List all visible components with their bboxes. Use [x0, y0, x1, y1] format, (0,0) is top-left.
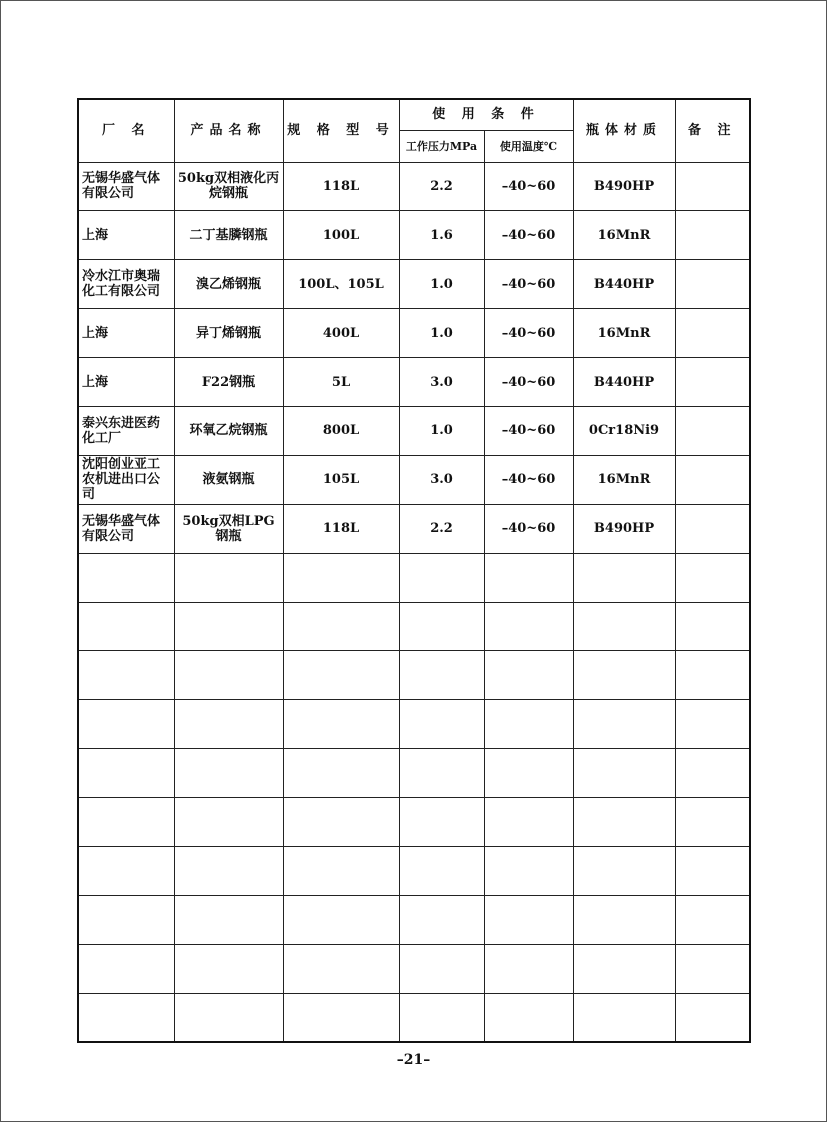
- cell-spec: [283, 798, 399, 847]
- cell-remarks: [675, 895, 750, 944]
- table-row: [78, 455, 750, 504]
- cell-factory: [78, 651, 174, 700]
- table-row: [78, 260, 750, 309]
- cell-factory: [78, 553, 174, 602]
- cell-temperature: [484, 944, 573, 993]
- table-row: [78, 846, 750, 895]
- cell-material: 0Cr18Ni9: [573, 406, 675, 455]
- cell-material: [573, 993, 675, 1042]
- cell-remarks: [675, 260, 750, 309]
- cell-pressure: 2.2: [399, 162, 484, 211]
- cell-remarks: [675, 944, 750, 993]
- cell-remarks: [675, 406, 750, 455]
- cell-pressure: 1.6: [399, 211, 484, 260]
- cell-spec: 105L: [283, 455, 399, 504]
- cell-pressure: [399, 895, 484, 944]
- cell-material: B440HP: [573, 358, 675, 407]
- cell-spec: 800L: [283, 406, 399, 455]
- cell-material: 16MnR: [573, 211, 675, 260]
- cell-product: 环氧乙烷钢瓶: [174, 406, 283, 455]
- cell-product: [174, 651, 283, 700]
- cell-factory: [78, 944, 174, 993]
- cell-temperature: –40~60: [484, 162, 573, 211]
- table-row: [78, 749, 750, 798]
- cell-spec: [283, 993, 399, 1042]
- table-row: [78, 309, 750, 358]
- cell-product: [174, 895, 283, 944]
- cell-spec: 118L: [283, 504, 399, 553]
- cell-factory: 无锡华盛气体有限公司: [78, 504, 174, 553]
- header-material: 瓶体材质: [573, 99, 675, 162]
- cell-pressure: 2.2: [399, 504, 484, 553]
- cell-temperature: [484, 749, 573, 798]
- cell-temperature: [484, 993, 573, 1042]
- cell-material: [573, 553, 675, 602]
- cell-spec: 118L: [283, 162, 399, 211]
- table-body: [78, 162, 750, 1042]
- cell-temperature: –40~60: [484, 504, 573, 553]
- cell-remarks: [675, 309, 750, 358]
- table-row: [78, 211, 750, 260]
- cell-remarks: [675, 358, 750, 407]
- cell-remarks: [675, 553, 750, 602]
- cell-remarks: [675, 651, 750, 700]
- cell-factory: [78, 993, 174, 1042]
- cell-product: [174, 553, 283, 602]
- header-product: 产品名称: [174, 99, 283, 162]
- cell-factory: [78, 798, 174, 847]
- table-row: [78, 162, 750, 211]
- cell-pressure: [399, 602, 484, 651]
- cell-product: 二丁基膦钢瓶: [174, 211, 283, 260]
- cell-material: [573, 651, 675, 700]
- cell-product: F22钢瓶: [174, 358, 283, 407]
- cell-material: [573, 846, 675, 895]
- cell-material: B490HP: [573, 162, 675, 211]
- table-row: [78, 504, 750, 553]
- cell-pressure: [399, 700, 484, 749]
- cell-pressure: [399, 553, 484, 602]
- cell-factory: 上海: [78, 358, 174, 407]
- cell-product: [174, 749, 283, 798]
- cell-pressure: [399, 651, 484, 700]
- cell-temperature: –40~60: [484, 211, 573, 260]
- cell-pressure: 1.0: [399, 406, 484, 455]
- cell-remarks: [675, 455, 750, 504]
- cell-temperature: –40~60: [484, 260, 573, 309]
- cell-product: 异丁烯钢瓶: [174, 309, 283, 358]
- table-row: [78, 895, 750, 944]
- cylinder-table: [77, 98, 751, 1043]
- cell-remarks: [675, 993, 750, 1042]
- cell-remarks: [675, 211, 750, 260]
- cell-remarks: [675, 700, 750, 749]
- cell-spec: 100L、105L: [283, 260, 399, 309]
- cell-factory: [78, 846, 174, 895]
- cell-material: 16MnR: [573, 455, 675, 504]
- header-conditions: 使 用 条 件: [399, 99, 573, 130]
- cell-product: [174, 846, 283, 895]
- header-remarks: 备 注: [675, 99, 750, 162]
- cell-product: 50kg双相液化丙烷钢瓶: [174, 162, 283, 211]
- table-row: [78, 651, 750, 700]
- cell-temperature: –40~60: [484, 358, 573, 407]
- cell-material: [573, 749, 675, 798]
- cell-spec: 400L: [283, 309, 399, 358]
- cell-factory: [78, 749, 174, 798]
- cell-temperature: –40~60: [484, 406, 573, 455]
- cell-factory: 泰兴东进医药化工厂: [78, 406, 174, 455]
- cell-product: [174, 944, 283, 993]
- cell-temperature: [484, 846, 573, 895]
- table-row: [78, 700, 750, 749]
- cell-remarks: [675, 798, 750, 847]
- cell-temperature: [484, 700, 573, 749]
- cell-pressure: [399, 846, 484, 895]
- cell-temperature: –40~60: [484, 309, 573, 358]
- table-row: [78, 358, 750, 407]
- header-temperature: 使用温度℃: [484, 130, 573, 162]
- page-number: –21–: [396, 1052, 431, 1068]
- cell-temperature: [484, 651, 573, 700]
- cell-factory: [78, 895, 174, 944]
- cell-spec: [283, 749, 399, 798]
- cell-factory: 无锡华盛气体有限公司: [78, 162, 174, 211]
- cell-temperature: [484, 553, 573, 602]
- cell-pressure: [399, 993, 484, 1042]
- cell-spec: [283, 895, 399, 944]
- cell-pressure: 1.0: [399, 260, 484, 309]
- cell-remarks: [675, 749, 750, 798]
- cell-pressure: [399, 798, 484, 847]
- cell-material: 16MnR: [573, 309, 675, 358]
- cell-material: [573, 798, 675, 847]
- table-row: [78, 602, 750, 651]
- cell-factory: 冷水江市奥瑞化工有限公司: [78, 260, 174, 309]
- table-row: [78, 406, 750, 455]
- cell-spec: 5L: [283, 358, 399, 407]
- cell-pressure: [399, 749, 484, 798]
- cell-factory: [78, 700, 174, 749]
- table-row: [78, 993, 750, 1042]
- cell-factory: 上海: [78, 211, 174, 260]
- table-row: [78, 944, 750, 993]
- cell-pressure: 3.0: [399, 358, 484, 407]
- cell-product: [174, 798, 283, 847]
- cell-pressure: [399, 944, 484, 993]
- header-spec: 规 格 型 号: [283, 99, 399, 162]
- cell-product: 溴乙烯钢瓶: [174, 260, 283, 309]
- cell-factory: [78, 602, 174, 651]
- cell-spec: [283, 944, 399, 993]
- cell-spec: [283, 700, 399, 749]
- cell-material: [573, 602, 675, 651]
- cell-spec: [283, 602, 399, 651]
- cell-factory: 沈阳创业亚工农机进出口公司: [78, 455, 174, 504]
- cell-spec: [283, 553, 399, 602]
- cell-material: [573, 700, 675, 749]
- cell-product: [174, 602, 283, 651]
- cell-spec: [283, 651, 399, 700]
- table-row: [78, 553, 750, 602]
- cell-remarks: [675, 602, 750, 651]
- cell-material: [573, 895, 675, 944]
- cell-pressure: 3.0: [399, 455, 484, 504]
- cell-remarks: [675, 846, 750, 895]
- cell-product: [174, 700, 283, 749]
- header-factory: 厂 名: [78, 99, 174, 162]
- cell-product: 液氨钢瓶: [174, 455, 283, 504]
- cell-spec: 100L: [283, 211, 399, 260]
- cell-temperature: [484, 602, 573, 651]
- cell-temperature: –40~60: [484, 455, 573, 504]
- cell-temperature: [484, 798, 573, 847]
- cell-product: 50kg双相LPG钢瓶: [174, 504, 283, 553]
- cell-product: [174, 993, 283, 1042]
- cell-material: B440HP: [573, 260, 675, 309]
- cell-spec: [283, 846, 399, 895]
- cell-remarks: [675, 162, 750, 211]
- cell-pressure: 1.0: [399, 309, 484, 358]
- cell-material: B490HP: [573, 504, 675, 553]
- cell-material: [573, 944, 675, 993]
- table-row: [78, 798, 750, 847]
- header-pressure: 工作压力MPa: [399, 130, 484, 162]
- cell-factory: 上海: [78, 309, 174, 358]
- cell-temperature: [484, 895, 573, 944]
- cell-remarks: [675, 504, 750, 553]
